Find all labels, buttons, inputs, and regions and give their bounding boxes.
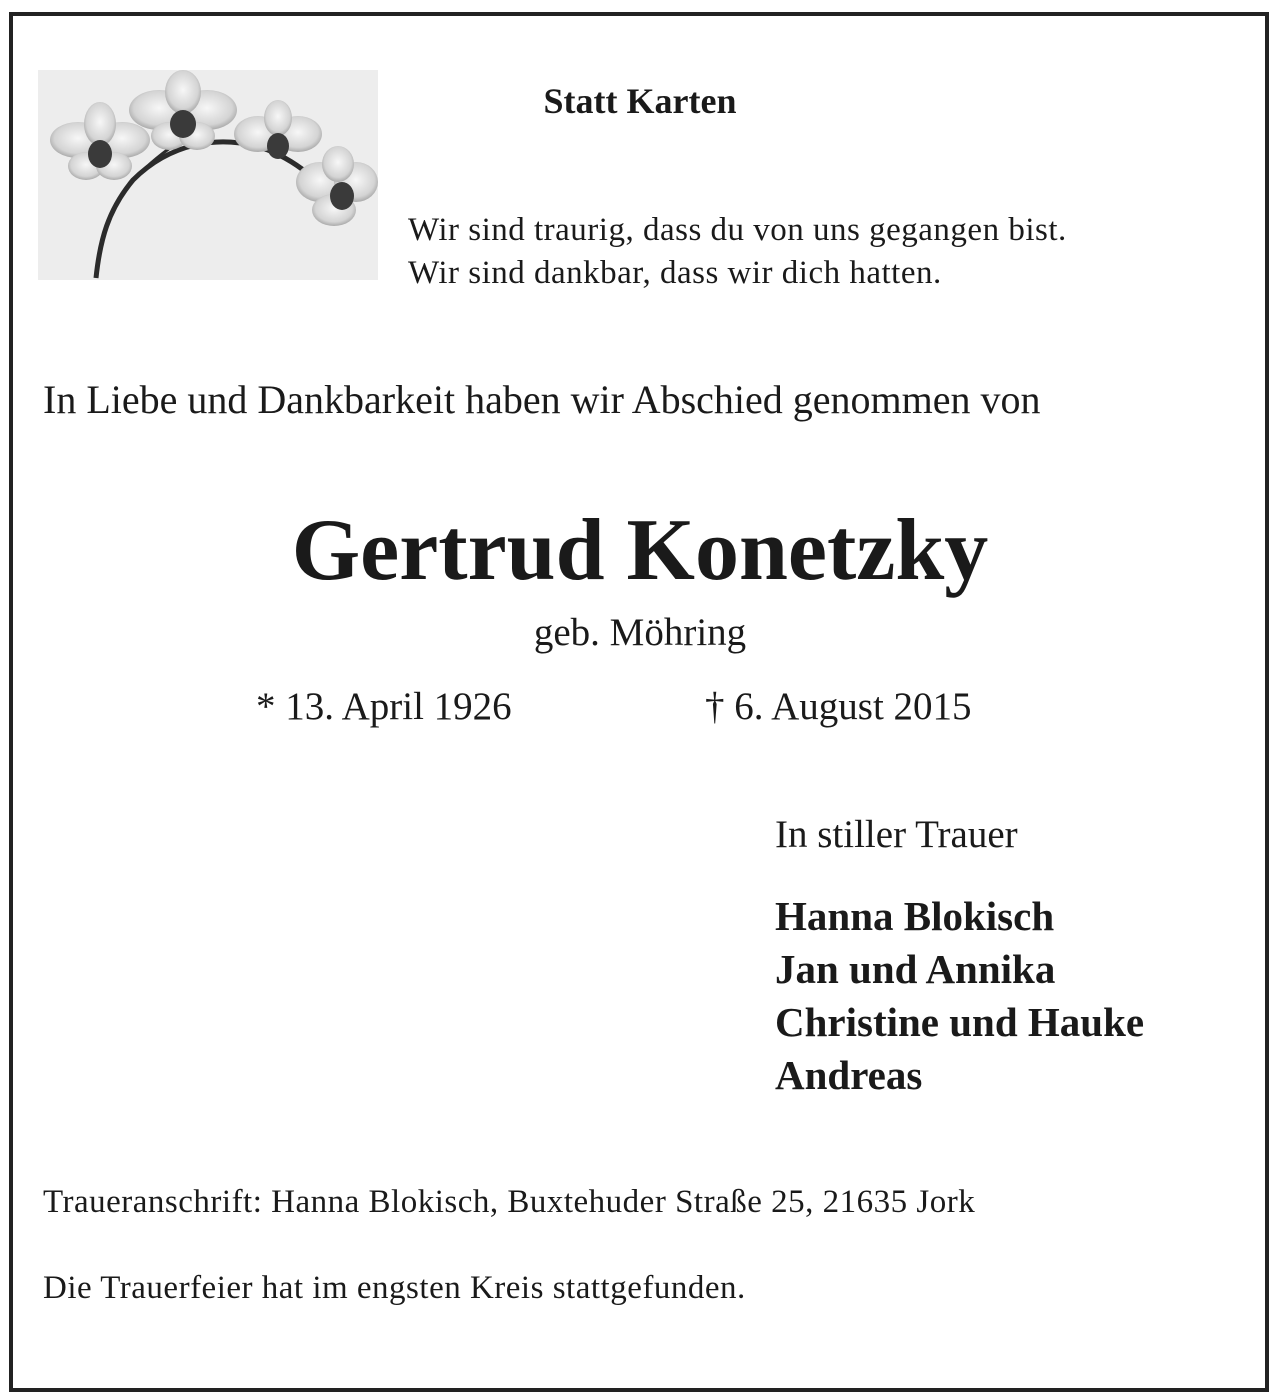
birth-name: geb. Möhring	[533, 611, 747, 654]
header-title: Statt Karten	[543, 81, 737, 121]
mourning-address: Traueranschrift: Hanna Blokisch, Buxtehuder Straße 25, 21635 Jork	[43, 1184, 976, 1220]
motto-line: Wir sind traurig, dass du von uns gegangen bist.	[408, 212, 1067, 248]
mourning-label: In stiller Trauer	[775, 813, 1018, 856]
mourner-name: Hanna Blokisch	[775, 893, 1055, 939]
deceased-name: Gertrud Konetzky	[291, 502, 989, 599]
death-date: † 6. August 2015	[705, 685, 972, 728]
mourner-name: Jan und Annika	[775, 946, 1056, 992]
intro-text: In Liebe und Dankbarkeit haben wir Abschied genommen von	[43, 377, 1041, 422]
mourner-name: Christine und Hauke	[775, 999, 1145, 1045]
ceremony-note: Die Trauerfeier hat im engsten Kreis stattgefunden.	[43, 1270, 746, 1306]
mourner-name: Andreas	[775, 1052, 923, 1098]
motto-line: Wir sind dankbar, dass wir dich hatten.	[408, 255, 942, 291]
birth-date: * 13. April 1926	[256, 685, 512, 728]
